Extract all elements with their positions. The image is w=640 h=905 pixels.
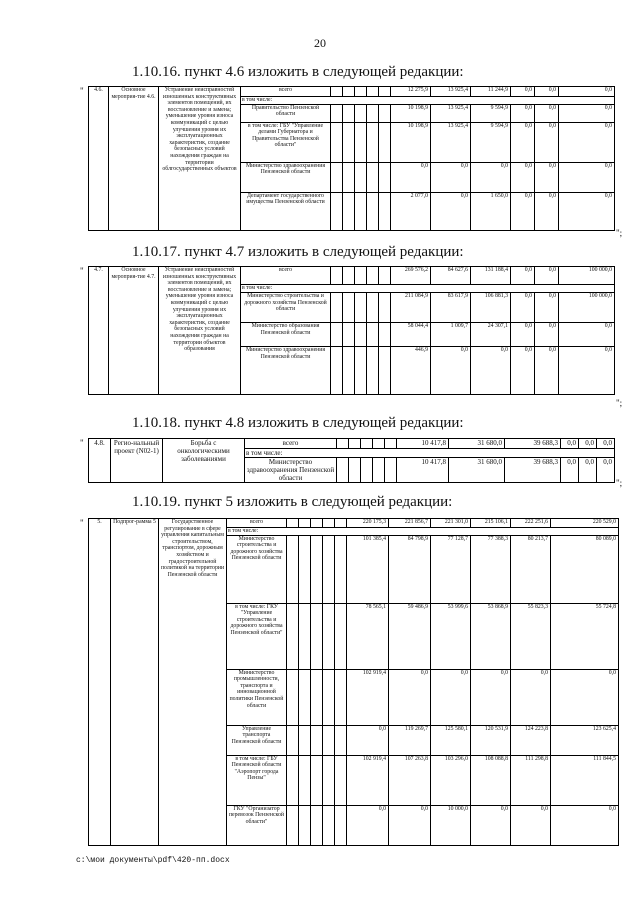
empty-code-cell — [355, 162, 367, 192]
amount-cell: 0,0 — [535, 162, 559, 192]
table-item-4-8 — [88, 438, 615, 483]
event-name: Устранение неисправностей изношенных конструктивных элементов помещений, их восстановление и замена; уменьшение уровня износа коммуникаций с целью улучшения уровня их эксплуатационных характеристик, создание безопасных условий нахождения граждан на территории объектов образования — [159, 267, 241, 395]
empty-code-cell — [343, 104, 355, 122]
empty-code-cell — [323, 755, 335, 805]
amount-cell: 0,0 — [347, 725, 389, 755]
row-number: 5. — [89, 519, 111, 846]
empty-code-cell — [367, 267, 379, 285]
amount-cell: 53 999,6 — [431, 603, 471, 669]
amount-cell: 0,0 — [559, 192, 615, 230]
amount-cell: 103 296,0 — [431, 755, 471, 805]
empty-code-cell — [335, 519, 347, 528]
event-title: Основное мероприя-тие 4.7. — [109, 267, 159, 395]
empty-code-cell — [379, 192, 391, 230]
section-heading-4-8: 1.10.18. пункт 4.8 изложить в следующей редакции: — [132, 415, 464, 431]
executor-label: всего — [241, 267, 331, 285]
empty-code-cell — [355, 104, 367, 122]
empty-code-cell — [355, 87, 367, 97]
empty-code-cell — [331, 104, 343, 122]
empty-code-cell — [335, 755, 347, 805]
empty-code-cell — [335, 603, 347, 669]
amount-cell: 119 269,7 — [389, 725, 431, 755]
amount-cell: 55 724,8 — [551, 603, 619, 669]
amount-cell: 0,0 — [597, 439, 615, 449]
empty-code-cell — [367, 87, 379, 97]
empty-code-cell — [367, 347, 379, 395]
empty-code-cell — [311, 603, 323, 669]
empty-code-cell — [379, 104, 391, 122]
amount-cell: 80 089,0 — [551, 535, 619, 603]
empty-code-cell — [355, 323, 367, 347]
amount-cell: 0,0 — [559, 87, 615, 97]
amount-cell: 1 009,7 — [431, 323, 471, 347]
section-heading-5: 1.10.19. пункт 5 изложить в следующей редакции: — [132, 494, 453, 510]
empty-code-cell — [385, 458, 397, 483]
amount-cell: 0,0 — [471, 347, 511, 395]
amount-cell: 120 531,9 — [471, 725, 511, 755]
amount-cell: 0,0 — [551, 805, 619, 845]
executor-label: ГКУ "Организатор перевозок Пензенской области" — [227, 805, 287, 845]
table-row — [89, 439, 615, 449]
empty-code-cell — [335, 535, 347, 603]
amount-cell: 108 088,8 — [471, 755, 511, 805]
executor-label: Управление транспорта Пензенской области — [227, 725, 287, 755]
amount-cell: 100 000,0 — [559, 293, 615, 323]
footer-file-path: c:\мои документы\pdf\420-пп.docx — [76, 856, 230, 865]
row-number: 4.6. — [89, 87, 109, 231]
row-number: 4.8. — [89, 439, 111, 483]
empty-code-cell — [287, 725, 299, 755]
empty-code-cell — [373, 458, 385, 483]
quote-open: " — [80, 266, 84, 276]
empty-code-cell — [379, 267, 391, 285]
amount-cell: 0,0 — [471, 805, 511, 845]
empty-code-cell — [335, 669, 347, 725]
empty-code-cell — [355, 293, 367, 323]
quote-open: " — [80, 86, 84, 96]
amount-cell: 39 688,3 — [505, 458, 561, 483]
amount-cell: 24 307,1 — [471, 323, 511, 347]
empty-code-cell — [331, 192, 343, 230]
empty-code-cell — [367, 192, 379, 230]
amount-cell: 58 044,4 — [391, 323, 431, 347]
empty-code-cell — [373, 439, 385, 449]
empty-code-cell — [287, 805, 299, 845]
empty-code-cell — [367, 323, 379, 347]
amount-cell: 9 594,9 — [471, 104, 511, 122]
amount-cell: 0,0 — [511, 192, 535, 230]
empty-code-cell — [379, 323, 391, 347]
empty-code-cell — [355, 192, 367, 230]
table-row — [89, 87, 615, 97]
executor-label: в том числе: ГБУ "Управление делами Губернатора и Правительства Пензенской области" — [241, 122, 331, 162]
amount-cell: 131 188,4 — [471, 267, 511, 285]
amount-cell: 269 576,2 — [391, 267, 431, 285]
empty-code-cell — [311, 535, 323, 603]
empty-code-cell — [361, 458, 373, 483]
empty-code-cell — [287, 755, 299, 805]
amount-cell: 0,0 — [511, 122, 535, 162]
amount-cell: 0,0 — [559, 323, 615, 347]
amount-cell: 0,0 — [535, 192, 559, 230]
empty-code-cell — [367, 104, 379, 122]
amount-cell: 0,0 — [579, 439, 597, 449]
section-heading-4-6: 1.10.16. пункт 4.6 изложить в следующей редакции: — [132, 64, 464, 80]
quote-close: "; — [616, 398, 623, 408]
amount-cell: 0,0 — [391, 162, 431, 192]
amount-cell: 0,0 — [511, 267, 535, 285]
empty-code-cell — [367, 122, 379, 162]
quote-open: " — [80, 438, 84, 448]
executor-label: всего — [245, 439, 337, 449]
empty-code-cell — [379, 347, 391, 395]
empty-code-cell — [379, 293, 391, 323]
empty-code-cell — [311, 755, 323, 805]
amount-cell: 102 919,4 — [347, 669, 389, 725]
empty-code-cell — [349, 439, 361, 449]
amount-cell: 10 417,8 — [397, 439, 449, 449]
empty-code-cell — [323, 603, 335, 669]
empty-code-cell — [331, 347, 343, 395]
amount-cell: 0,0 — [559, 347, 615, 395]
empty-code-cell — [299, 535, 311, 603]
amount-cell: 220 175,3 — [347, 519, 389, 528]
amount-cell: 0,0 — [511, 87, 535, 97]
amount-cell: 1 650,0 — [471, 192, 511, 230]
amount-cell: 78 565,1 — [347, 603, 389, 669]
amount-cell: 39 688,3 — [505, 439, 561, 449]
event-title: Основное мероприя-тие 4.6. — [109, 87, 159, 231]
amount-cell: 124 223,8 — [511, 725, 551, 755]
amount-cell: 0,0 — [535, 347, 559, 395]
table-item-4-6 — [88, 86, 615, 231]
empty-code-cell — [323, 519, 335, 528]
amount-cell: 215 106,1 — [471, 519, 511, 528]
executor-label: Министерство здравоохранения Пензенской области — [241, 162, 331, 192]
executor-label: в том числе: — [227, 528, 619, 536]
empty-code-cell — [331, 122, 343, 162]
empty-code-cell — [355, 122, 367, 162]
amount-cell: 31 680,0 — [449, 458, 505, 483]
empty-code-cell — [379, 122, 391, 162]
amount-cell: 55 823,3 — [511, 603, 551, 669]
amount-cell: 0,0 — [535, 104, 559, 122]
empty-code-cell — [355, 267, 367, 285]
empty-code-cell — [287, 603, 299, 669]
empty-code-cell — [331, 87, 343, 97]
executor-label: всего — [227, 519, 287, 528]
amount-cell: 0,0 — [511, 805, 551, 845]
row-number: 4.7. — [89, 267, 109, 395]
empty-code-cell — [331, 293, 343, 323]
amount-cell: 13 925,4 — [431, 87, 471, 97]
empty-code-cell — [311, 725, 323, 755]
empty-code-cell — [385, 439, 397, 449]
empty-code-cell — [335, 725, 347, 755]
page-number: 20 — [314, 36, 326, 50]
quote-open: " — [80, 518, 84, 528]
amount-cell: 0,0 — [389, 669, 431, 725]
amount-cell: 83 617,9 — [431, 293, 471, 323]
empty-code-cell — [323, 535, 335, 603]
amount-cell: 0,0 — [511, 347, 535, 395]
amount-cell: 0,0 — [511, 669, 551, 725]
empty-code-cell — [323, 669, 335, 725]
amount-cell: 125 580,1 — [431, 725, 471, 755]
amount-cell: 10 417,8 — [397, 458, 449, 483]
amount-cell: 0,0 — [511, 104, 535, 122]
executor-label: в том числе: ГБУ Пензенской области "Аэропорт города Пензы" — [227, 755, 287, 805]
amount-cell: 221 856,7 — [389, 519, 431, 528]
amount-cell: 0,0 — [431, 162, 471, 192]
amount-cell: 221 301,0 — [431, 519, 471, 528]
empty-code-cell — [323, 725, 335, 755]
amount-cell: 107 263,8 — [389, 755, 431, 805]
amount-cell: 31 680,0 — [449, 439, 505, 449]
amount-cell: 84 627,6 — [431, 267, 471, 285]
empty-code-cell — [355, 347, 367, 395]
empty-code-cell — [343, 267, 355, 285]
amount-cell: 0,0 — [535, 122, 559, 162]
empty-code-cell — [299, 725, 311, 755]
empty-code-cell — [367, 162, 379, 192]
empty-code-cell — [343, 87, 355, 97]
event-name: Государственное регулирование в сфере управления капитальным строительством, транспортом, дорожным хозяйством и градостроительной политикой на территории Пензенской области — [159, 519, 227, 846]
empty-code-cell — [379, 87, 391, 97]
event-name: Борьба с онкологическими заболеваниями — [163, 439, 245, 483]
amount-cell: 101 385,4 — [347, 535, 389, 603]
amount-cell: 0,0 — [511, 323, 535, 347]
executor-label: Правительство Пензенской области — [241, 104, 331, 122]
empty-code-cell — [299, 669, 311, 725]
executor-label: Министерство промышленности, транспорта и инновационной политики Пензенской области — [227, 669, 287, 725]
empty-code-cell — [323, 805, 335, 845]
amount-cell: 0,0 — [511, 293, 535, 323]
empty-code-cell — [287, 535, 299, 603]
quote-close: "; — [616, 228, 623, 238]
amount-cell: 111 298,8 — [511, 755, 551, 805]
amount-cell: 0,0 — [535, 87, 559, 97]
amount-cell: 111 844,5 — [551, 755, 619, 805]
executor-label: в том числе: — [245, 449, 615, 458]
amount-cell: 0,0 — [535, 267, 559, 285]
event-title: Подпрог-рамма 5 — [111, 519, 159, 846]
empty-code-cell — [343, 162, 355, 192]
amount-cell: 0,0 — [535, 323, 559, 347]
empty-code-cell — [349, 458, 361, 483]
executor-label: всего — [241, 87, 331, 97]
amount-cell: 0,0 — [389, 805, 431, 845]
executor-label: Министерство образования Пензенской области — [241, 323, 331, 347]
amount-cell: 220 529,0 — [551, 519, 619, 528]
amount-cell: 123 625,4 — [551, 725, 619, 755]
empty-code-cell — [337, 458, 349, 483]
amount-cell: 10 198,9 — [391, 104, 431, 122]
table-item-5 — [88, 518, 619, 846]
empty-code-cell — [299, 805, 311, 845]
empty-code-cell — [331, 323, 343, 347]
amount-cell: 2 077,0 — [391, 192, 431, 230]
amount-cell: 0,0 — [471, 162, 511, 192]
empty-code-cell — [299, 755, 311, 805]
amount-cell: 53 868,9 — [471, 603, 511, 669]
empty-code-cell — [361, 439, 373, 449]
amount-cell: 222 251,6 — [511, 519, 551, 528]
empty-code-cell — [343, 122, 355, 162]
table-row — [89, 519, 619, 528]
empty-code-cell — [311, 805, 323, 845]
amount-cell: 0,0 — [579, 458, 597, 483]
section-heading-4-7: 1.10.17. пункт 4.7 изложить в следующей редакции: — [132, 244, 464, 260]
empty-code-cell — [335, 805, 347, 845]
amount-cell: 0,0 — [597, 458, 615, 483]
quote-close: "; — [616, 478, 623, 488]
event-name: Устранение неисправностей изношенных конструктивных элементов помещений, их восстановление и замена; уменьшение уровня износа коммуникаций с целью улучшения уровня их эксплуатационных характеристик, создание безопасных условий нахождения граждан на территории облгосударственных объектов — [159, 87, 241, 231]
table-row — [89, 267, 615, 285]
empty-code-cell — [379, 162, 391, 192]
empty-code-cell — [311, 669, 323, 725]
amount-cell: 12 275,9 — [391, 87, 431, 97]
amount-cell: 0,0 — [471, 669, 511, 725]
empty-code-cell — [337, 439, 349, 449]
amount-cell: 0,0 — [559, 162, 615, 192]
empty-code-cell — [331, 267, 343, 285]
amount-cell: 211 084,9 — [391, 293, 431, 323]
amount-cell: 0,0 — [431, 347, 471, 395]
executor-label: Министерство строительства и дорожного хозяйства Пензенской области — [241, 293, 331, 323]
amount-cell: 102 919,4 — [347, 755, 389, 805]
amount-cell: 0,0 — [551, 669, 619, 725]
amount-cell: 0,0 — [431, 669, 471, 725]
empty-code-cell — [331, 162, 343, 192]
executor-label: Министерство здравоохранения Пензенской области — [241, 347, 331, 395]
amount-cell: 77 388,3 — [471, 535, 511, 603]
amount-cell: 10 000,0 — [431, 805, 471, 845]
amount-cell: 100 000,0 — [559, 267, 615, 285]
amount-cell: 106 881,3 — [471, 293, 511, 323]
amount-cell: 59 486,9 — [389, 603, 431, 669]
amount-cell: 0,0 — [561, 439, 579, 449]
amount-cell: 84 798,9 — [389, 535, 431, 603]
executor-label: Департамент государственного имущества Пензенской области — [241, 192, 331, 230]
amount-cell: 0,0 — [431, 192, 471, 230]
amount-cell: 0,0 — [347, 805, 389, 845]
amount-cell: 9 594,9 — [471, 122, 511, 162]
amount-cell: 77 128,7 — [431, 535, 471, 603]
table-item-4-7 — [88, 266, 615, 395]
amount-cell: 13 925,4 — [431, 122, 471, 162]
empty-code-cell — [343, 192, 355, 230]
amount-cell: 0,0 — [561, 458, 579, 483]
amount-cell: 0,0 — [559, 104, 615, 122]
amount-cell: 13 925,4 — [431, 104, 471, 122]
empty-code-cell — [367, 293, 379, 323]
empty-code-cell — [299, 603, 311, 669]
amount-cell: 10 198,9 — [391, 122, 431, 162]
amount-cell: 446,9 — [391, 347, 431, 395]
event-title: Регио-нальный проект (N02-1) — [111, 439, 163, 483]
amount-cell: 0,0 — [511, 162, 535, 192]
amount-cell: 80 213,7 — [511, 535, 551, 603]
empty-code-cell — [343, 347, 355, 395]
executor-label: Министерство здравоохранения Пензенской области — [245, 458, 337, 483]
executor-label: в том числе: — [241, 285, 615, 293]
empty-code-cell — [343, 323, 355, 347]
empty-code-cell — [343, 293, 355, 323]
amount-cell: 11 244,9 — [471, 87, 511, 97]
executor-label: в том числе: — [241, 97, 615, 105]
executor-label: в том числе: ГКУ "Управление строительства и дорожного хозяйства Пензенской области" — [227, 603, 287, 669]
empty-code-cell — [299, 519, 311, 528]
executor-label: Министерство строительства и дорожного хозяйства Пензенской области — [227, 535, 287, 603]
empty-code-cell — [287, 669, 299, 725]
amount-cell: 0,0 — [559, 122, 615, 162]
amount-cell: 0,0 — [535, 293, 559, 323]
empty-code-cell — [287, 519, 299, 528]
empty-code-cell — [311, 519, 323, 528]
